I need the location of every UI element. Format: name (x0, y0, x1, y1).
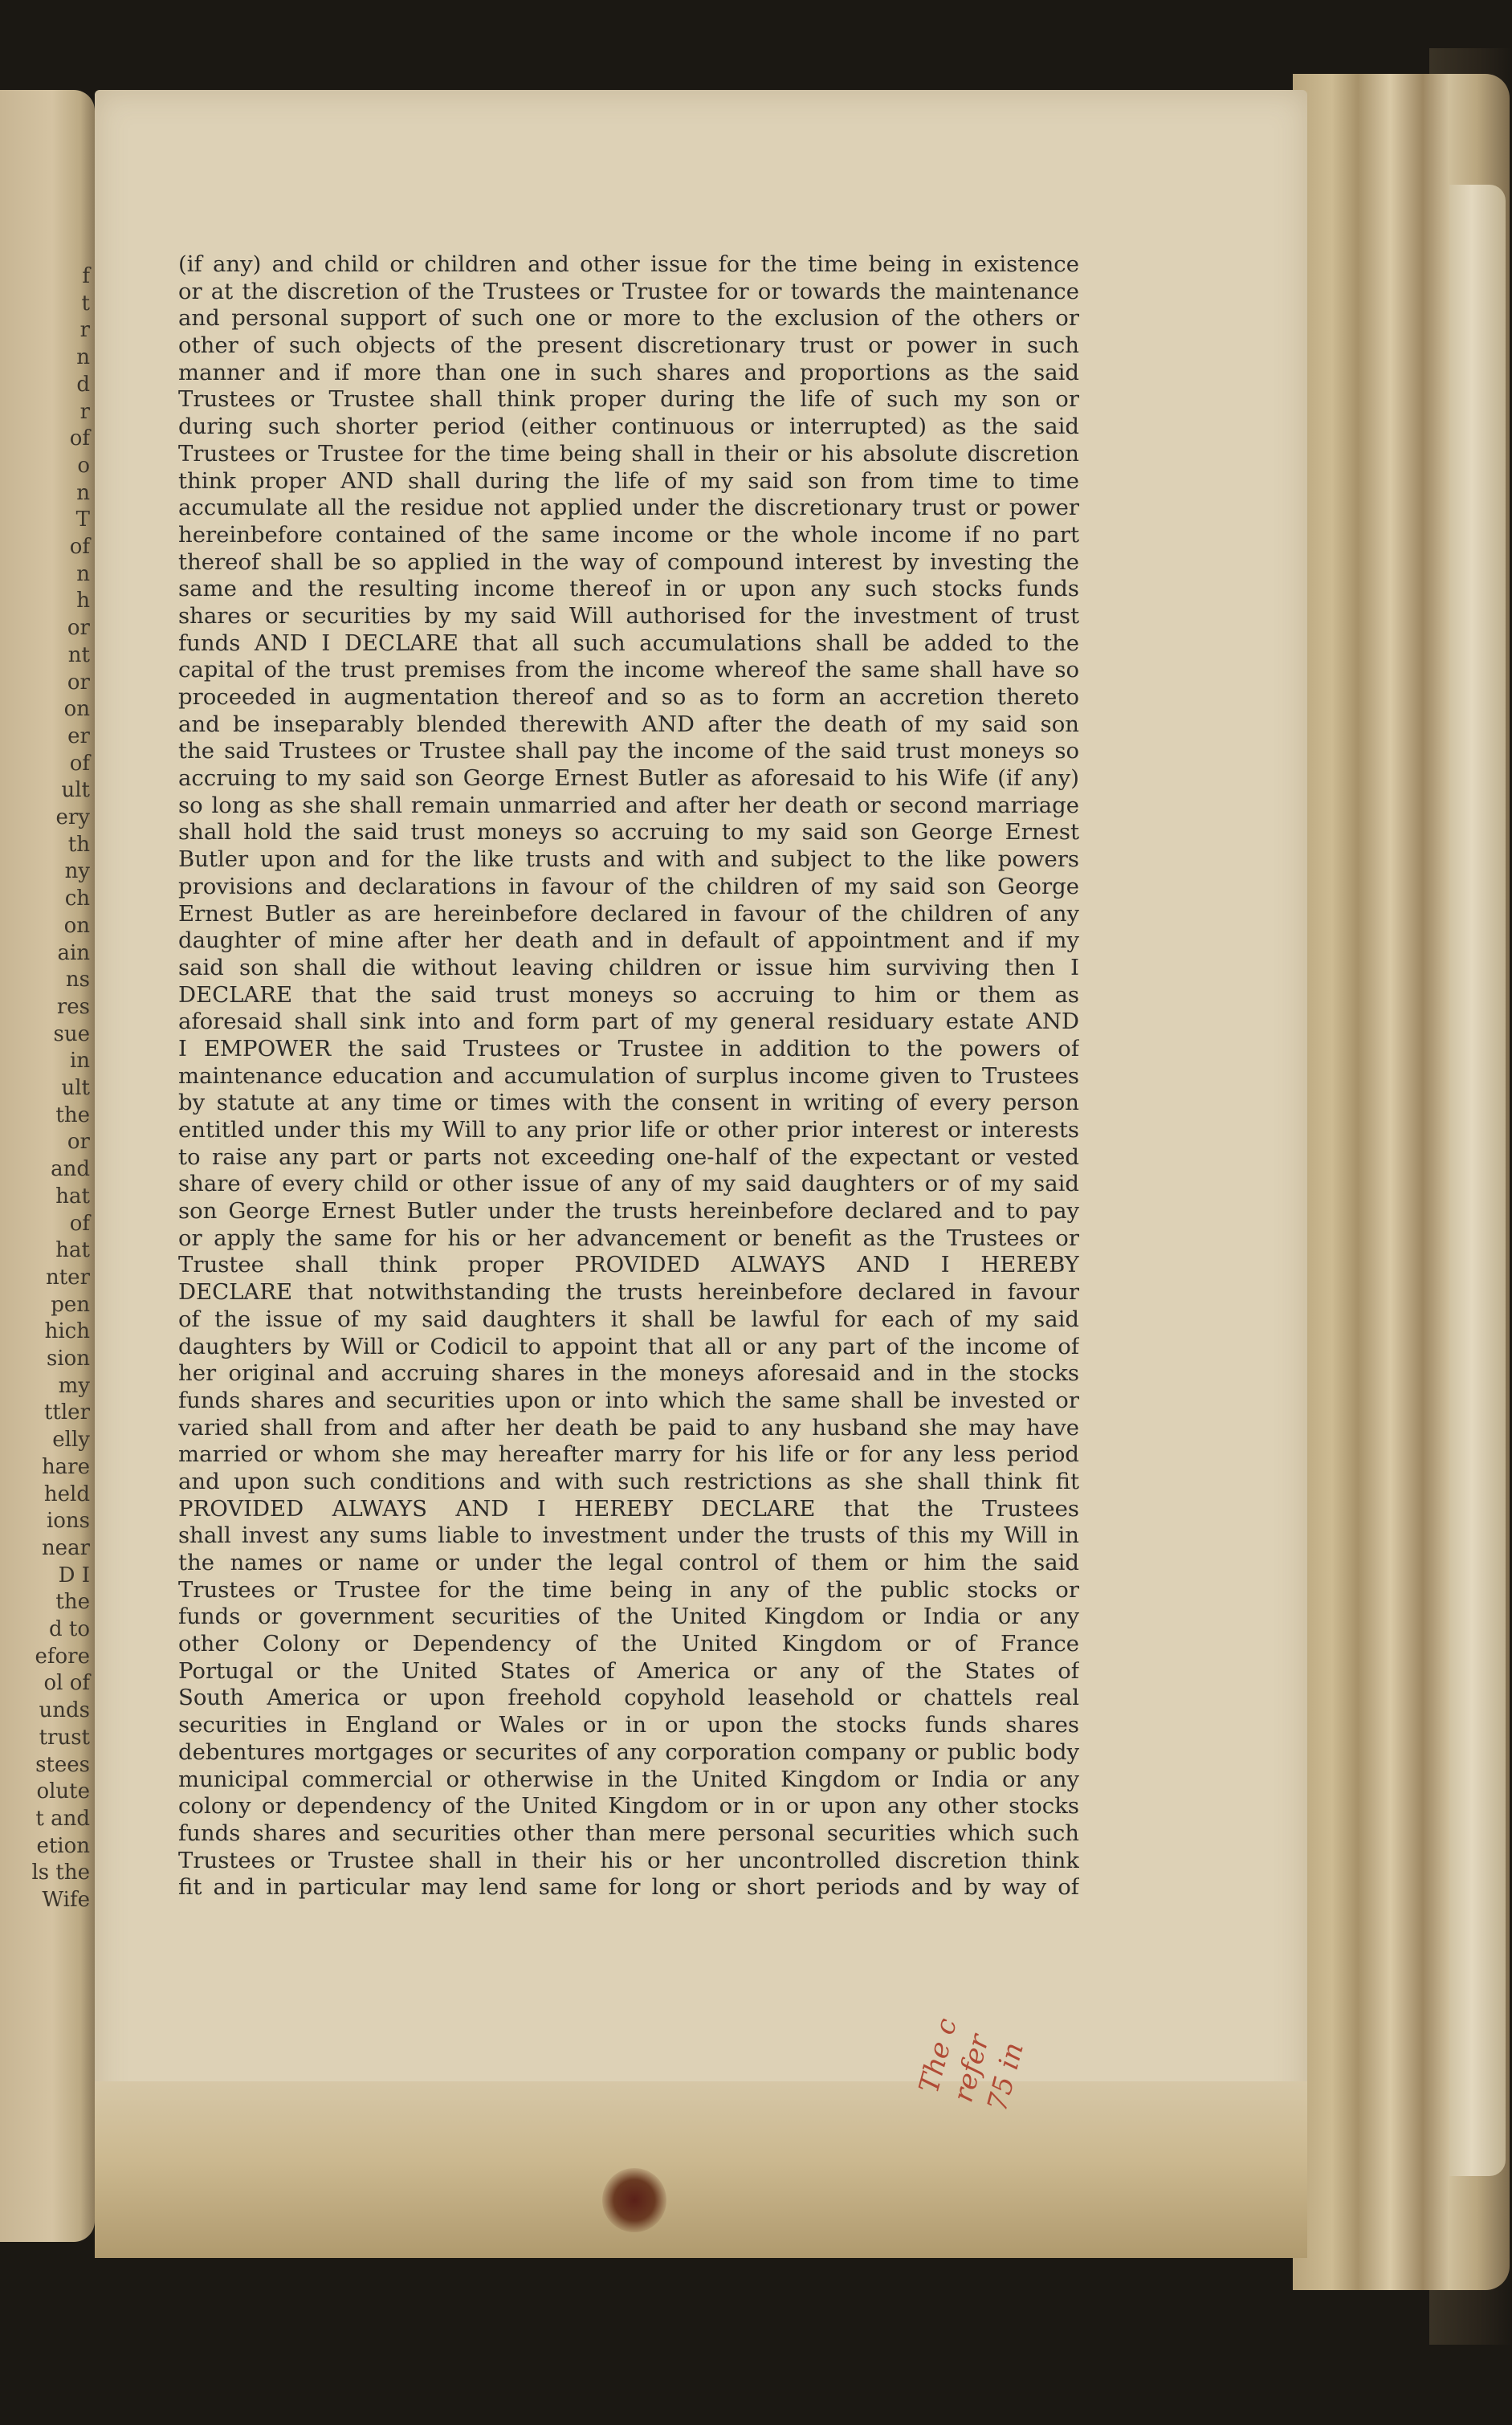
text-line: daughters by Will or Codicil to appoint that all or any part of the income of (178, 1333, 1079, 1359)
text-line: shares or securities by my said Will authorised for the investment of trust (178, 602, 1079, 629)
left-page-text-fragment: stees (35, 1752, 90, 1777)
left-page-text-fragment: on (63, 697, 90, 722)
text-line: think proper AND shall during the life of my said son from time to time (178, 467, 1079, 494)
left-page-text-fragment: ol of (43, 1671, 90, 1696)
annotation-line: The c (912, 2015, 964, 2097)
left-page-text-fragment: sue (53, 1021, 90, 1046)
left-page-text-fragment: r (79, 318, 90, 343)
left-page-text-fragment: d (76, 372, 90, 397)
left-page-text-fragment: t and (35, 1806, 90, 1831)
left-page-text-fragment: held (43, 1481, 90, 1506)
ink-stain (602, 2168, 666, 2232)
annotation-line: refer (947, 2031, 996, 2106)
left-page-text-fragment: ions (46, 1509, 90, 1534)
left-page-text-fragment: trust (39, 1725, 90, 1750)
left-page-text-fragment: sion (46, 1347, 90, 1371)
left-page-text-fragment: ls the (31, 1861, 90, 1885)
text-line: son George Ernest Butler under the trusts hereinbefore declared and to pay (178, 1198, 1079, 1225)
left-facing-page (0, 90, 95, 2242)
text-line: fit and in particular may lend same for long or short periods and by way of (178, 1874, 1079, 1901)
text-line: and upon such conditions and with such restrictions as she shall think fit (178, 1468, 1079, 1494)
left-page-text-fragment: the (55, 1102, 90, 1127)
left-page-text-fragment: unds (39, 1698, 90, 1723)
text-line: shall invest any sums liable to investment under the trusts of this my Will in (178, 1522, 1079, 1549)
left-page-text-fragment: D I (58, 1563, 90, 1587)
left-page-text-fragment: or (67, 1130, 90, 1155)
left-page-text-fragment: of (69, 1211, 90, 1236)
left-page-text-fragment: r (79, 399, 90, 424)
text-line: Portugal or the United States of America or any of the States of (178, 1657, 1079, 1684)
text-line: funds shares and securities other than mere personal securities which such (178, 1820, 1079, 1846)
left-page-text-fragment: elly (52, 1428, 90, 1453)
text-line: colony or dependency of the United Kingdom or in or upon any other stocks (178, 1793, 1079, 1820)
text-line: married or whom she may hereafter marry for his life or for any less period (178, 1441, 1079, 1468)
text-line: debentures mortgages or securites of any corporation company or public body (178, 1738, 1079, 1765)
left-page-text-fragment: f (82, 264, 90, 288)
inserted-sheet-edge (1449, 185, 1506, 2176)
left-page-text-fragment: nt (67, 642, 90, 667)
left-page-text-fragment: or (67, 670, 90, 695)
text-line: varied shall from and after her death be paid to any husband she may have (178, 1414, 1079, 1441)
text-line: and be inseparably blended therewith AND after the death of my said son (178, 711, 1079, 737)
text-line: capital of the trust premises from the income whereof the same shall have so (178, 657, 1079, 683)
text-line: hereinbefore contained of the same income or the whole income if no part (178, 521, 1079, 548)
text-line: aforesaid shall sink into and form part of my general residuary estate AND (178, 1009, 1079, 1035)
text-line: proceeded in augmentation thereof and so as to form an accretion thereto (178, 684, 1079, 710)
text-line: daughter of mine after her death and in default of appointment and if my (178, 927, 1079, 954)
left-page-text-fragment: efore (35, 1644, 90, 1669)
text-line: PROVIDED ALWAYS AND I HEREBY DECLARE that the Trustees (178, 1495, 1079, 1522)
left-page-text-fragment: olute (36, 1779, 90, 1804)
text-line: Trustees or Trustee shall think proper during the life of such my son or (178, 386, 1079, 413)
text-line: Ernest Butler as are hereinbefore declared in favour of the children of any (178, 900, 1079, 927)
body-text (178, 251, 1079, 1901)
text-line: Trustees or Trustee for the time being shall in their or his absolute discretion (178, 440, 1079, 467)
text-line: or at the discretion of the Trustees or Trustee for or towards the maintenance (178, 278, 1079, 304)
left-page-text-fragment: n (76, 561, 90, 586)
text-line: accruing to my said son George Ernest Butler as aforesaid to his Wife (if any) (178, 765, 1079, 792)
left-page-text-fragment: or (67, 616, 90, 641)
left-page-text-fragment: of (69, 426, 90, 451)
text-line: I EMPOWER the said Trustees or Trustee in addition to the powers of (178, 1035, 1079, 1062)
left-page-text-fragment: ttler (43, 1400, 90, 1425)
left-page-text-fragment: ch (64, 886, 90, 911)
left-page-text-fragment: th (67, 832, 90, 857)
text-line: share of every child or other issue of any of my said daughters or of my said (178, 1171, 1079, 1197)
left-page-text-fragment: hat (55, 1238, 90, 1263)
text-line: and personal support of such one or more to the exclusion of the others or (178, 305, 1079, 332)
left-page-text-fragment: ain (57, 940, 90, 965)
left-page-text-fragment: on (63, 913, 90, 938)
text-line: thereof shall be so applied in the way of compound interest by investing the (178, 548, 1079, 575)
left-page-text-fragment: of (69, 535, 90, 559)
left-page-text-fragment: etion (36, 1833, 90, 1858)
left-page-text-fragment: ns (65, 968, 90, 992)
text-line: said son shall die without leaving children or issue him surviving then I (178, 954, 1079, 980)
text-line: Trustees or Trustee for the time being in any of the public stocks or (178, 1576, 1079, 1603)
left-page-text-fragment: ult (61, 1076, 90, 1100)
text-line: the said Trustees or Trustee shall pay the income of the said trust moneys so (178, 738, 1079, 764)
text-line: funds shares and securities upon or into which the same shall be invested or (178, 1387, 1079, 1413)
text-line: funds or government securities of the United Kingdom or India or any (178, 1604, 1079, 1630)
left-page-text-fragment: o (77, 453, 90, 478)
left-page-text-fragment: and (51, 1157, 90, 1182)
text-line: shall hold the said trust moneys so accruing to my said son George Ernest (178, 819, 1079, 846)
text-line: Trustee shall think proper PROVIDED ALWAYS AND I HEREBY (178, 1252, 1079, 1278)
left-page-text-fragment: n (76, 480, 90, 505)
text-line: funds AND I DECLARE that all such accumulations shall be added to the (178, 630, 1079, 656)
text-line: manner and if more than one in such shares and proportions as the said (178, 359, 1079, 385)
text-line: the names or name or under the legal control of them or him the said (178, 1550, 1079, 1575)
text-line: by statute at any time or times with the consent in writing of every person (178, 1090, 1079, 1116)
left-page-text-fragment: of (69, 751, 90, 776)
left-page-text-fragment: h (76, 589, 90, 613)
left-page-text-fragment: my (58, 1373, 90, 1398)
text-line: South America or upon freehold copyhold leasehold or chattels real (178, 1685, 1079, 1711)
text-line: maintenance education and accumulation of surplus income given to Trustees (178, 1062, 1079, 1089)
text-line: Trustees or Trustee shall in their his or her uncontrolled discretion think (178, 1847, 1079, 1873)
left-page-text-fragment: the (55, 1590, 90, 1615)
text-line: so long as she shall remain unmarried and after her death or second marriage (178, 792, 1079, 818)
left-page-text-fragment: ult (61, 778, 90, 803)
text-line: entitled under this my Will to any prior life or other prior interest or interests (178, 1117, 1079, 1143)
left-page-text-fragment: hich (44, 1319, 90, 1344)
text-line: DECLARE that the said trust moneys so accruing to him or them as (178, 981, 1079, 1008)
left-page-text-fragment: Wife (42, 1888, 90, 1912)
annotation-line: 75 in (980, 2039, 1031, 2115)
text-line: provisions and declarations in favour of the children of my said son George (178, 873, 1079, 899)
text-line: municipal commercial or otherwise in the United Kingdom or India or any (178, 1766, 1079, 1792)
left-page-text-fragment: near (41, 1535, 90, 1560)
left-page-text-fragment: ny (64, 859, 90, 884)
left-page-text-fragment: res (56, 994, 90, 1019)
left-page-text-fragment: in (69, 1049, 90, 1074)
text-line: (if any) and child or children and other issue for the time being in existence (178, 251, 1079, 277)
left-page-text-fragment: hat (55, 1184, 90, 1208)
left-page-text-fragment: nter (45, 1265, 90, 1290)
text-line: during such shorter period (either continuous or interrupted) as the said (178, 414, 1079, 440)
left-page-text-fragment: pen (51, 1292, 90, 1317)
page-fold (95, 2081, 1307, 2258)
text-line: Butler upon and for the like trusts and with and subject to the like powers (178, 846, 1079, 873)
text-line: other Colony or Dependency of the United Kingdom or of France (178, 1631, 1079, 1657)
left-page-text-fragment: t (81, 291, 90, 316)
left-page-text-fragment: ery (55, 805, 90, 829)
text-line: accumulate all the residue not applied under the discretionary trust or power (178, 495, 1079, 521)
text-line: DECLARE that notwithstanding the trusts hereinbefore declared in favour (178, 1279, 1079, 1306)
left-page-text-fragment: d to (48, 1617, 90, 1641)
text-line: of the issue of my said daughters it shall be lawful for each of my said (178, 1306, 1079, 1332)
left-page-text-fragment: T (75, 507, 90, 532)
left-page-text-fragment: n (76, 345, 90, 370)
text-line: her original and accruing shares in the moneys aforesaid and in the stocks (178, 1360, 1079, 1387)
text-line: to raise any part or parts not exceeding one-half of the expectant or vested (178, 1143, 1079, 1170)
left-page-text-fragment: er (67, 723, 90, 748)
text-line: or apply the same for his or her advancement or benefit as the Trustees or (178, 1225, 1079, 1251)
text-line: same and the resulting income thereof in or upon any such stocks funds (178, 576, 1079, 602)
text-line: other of such objects of the present discretionary trust or power in such (178, 332, 1079, 359)
text-line: securities in England or Wales or in or upon the stocks funds shares (178, 1712, 1079, 1738)
left-page-text-fragment: hare (41, 1454, 90, 1479)
